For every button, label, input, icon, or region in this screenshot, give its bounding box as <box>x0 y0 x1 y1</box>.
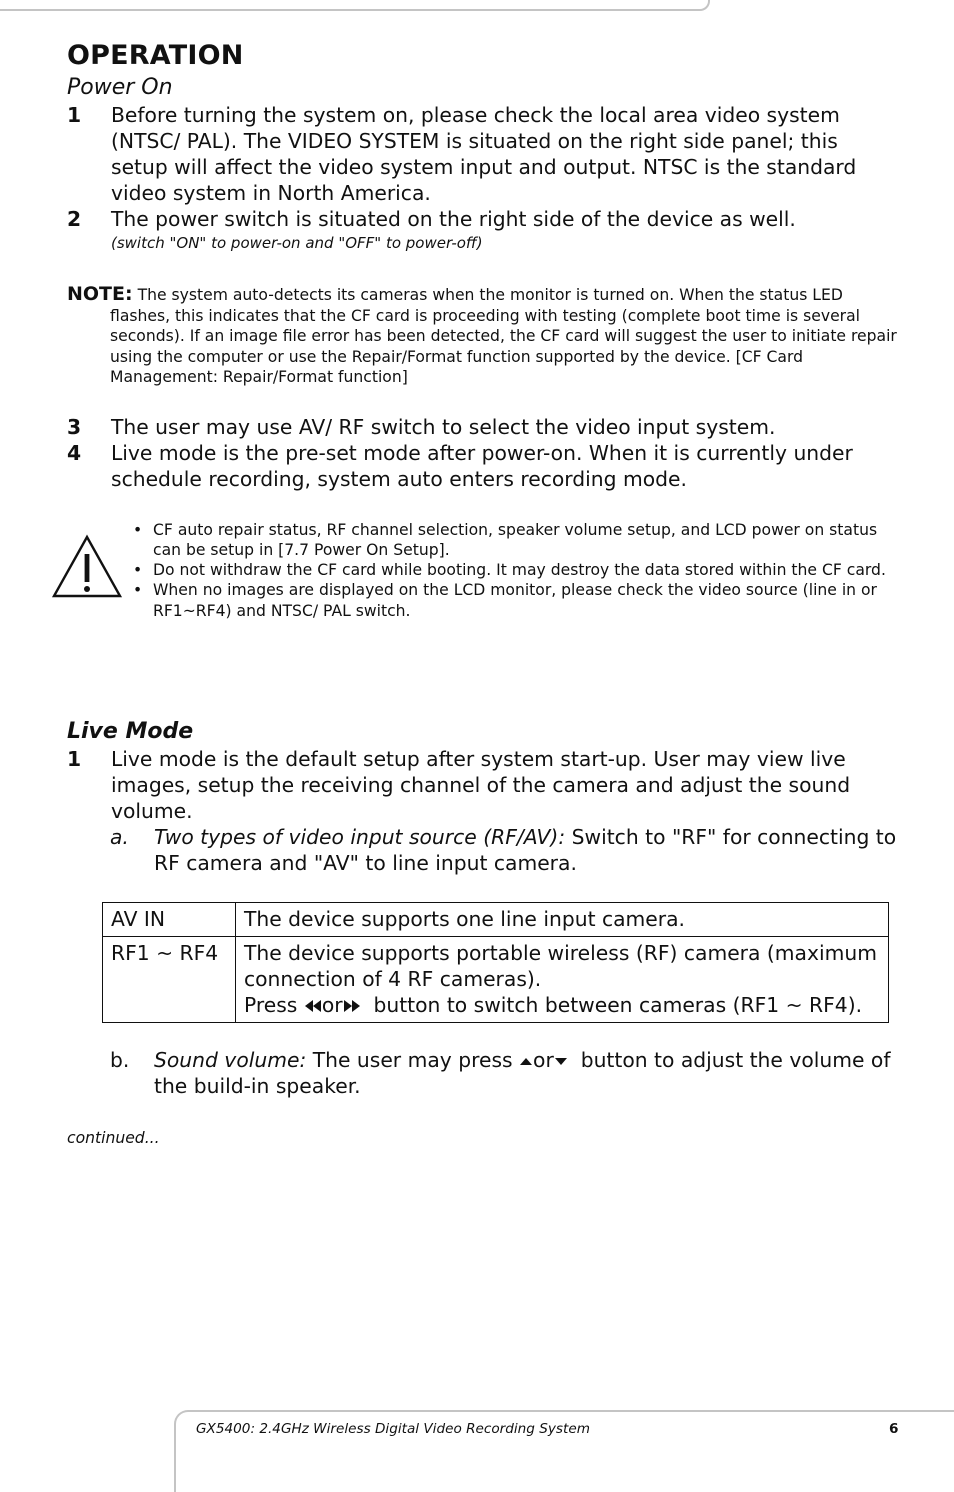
power-on-step-3 <box>67 414 897 440</box>
sub-label: Sound volume: <box>154 1047 307 1072</box>
sub-letter: a. <box>110 824 129 849</box>
caution-item: • When no images are displayed on the LCD monitor, please check the video source (line in or RF1~RF4) and NTSC/ PAL switch. <box>133 580 897 621</box>
page-content <box>67 38 897 1147</box>
sub-letter: b. <box>110 1047 130 1072</box>
note-label: NOTE: <box>67 283 133 305</box>
live-mode-sub-b <box>67 1047 897 1099</box>
rf-press-line <box>244 992 880 1018</box>
fast-forward-icon <box>343 1000 361 1012</box>
arrow-up-icon <box>519 1057 533 1066</box>
rf-description: The device supports portable wireless (RF) camera (maximum connection of 4 RF cameras). <box>244 940 877 991</box>
step-subnote: (switch "ON" to power-on and "OFF" to power-off) <box>111 234 483 252</box>
caution-list <box>133 520 897 621</box>
caution-item: • CF auto repair status, RF channel selection, speaker volume setup, and LCD power on status can be setup in [7.7 Power On Setup]. <box>133 520 897 561</box>
power-on-step-2 <box>67 206 897 254</box>
step-number: 1 <box>67 103 82 127</box>
step-text: Before turning the system on, please check the local area video system (NTSC/ PAL). The VIDEO SYSTEM is situated on the right side panel; this setup will affect the video system input and output. NTSC is the standard video system in North America. <box>111 103 857 205</box>
sub-pre-text: The user may press <box>306 1047 513 1072</box>
live-mode-sub-a <box>67 824 897 876</box>
table-cell-desc-rf <box>236 936 889 1022</box>
note-paragraph <box>67 284 897 388</box>
rewind-icon <box>304 1000 322 1012</box>
or-text: or <box>533 1047 554 1072</box>
step-text: The user may use AV/ RF switch to select the video input system. <box>111 414 776 439</box>
footer-title: GX5400: 2.4GHz Wireless Digital Video Recording System <box>196 1421 590 1437</box>
step-number: 4 <box>67 440 82 465</box>
table-cell-source: RF1 ~ RF4 <box>103 936 236 1022</box>
sub-label: Two types of video input source (RF/AV): <box>154 824 566 849</box>
table-row <box>103 902 889 936</box>
header-tab-border <box>0 0 710 11</box>
sub-post-text: button to adjust the volume of the build-in speaker. <box>154 1047 891 1098</box>
power-on-title: Power On <box>67 75 173 100</box>
caution-box <box>67 520 897 621</box>
power-on-step-1 <box>67 102 897 206</box>
live-mode-step-1 <box>67 746 897 824</box>
step-text: Live mode is the default setup after system start-up. User may view live images, setup the receiving channel of the camera and adjust the sound volume. <box>111 746 851 823</box>
caution-item: • Do not withdraw the CF card while booting. It may destroy the data stored within the CF card. <box>133 560 897 580</box>
power-on-step-4 <box>67 440 897 492</box>
or-text: or <box>321 992 343 1017</box>
table-cell-desc: The device supports one line input camera. <box>236 902 889 936</box>
input-source-table <box>102 902 889 1023</box>
steps-group <box>67 414 897 492</box>
page-heading: OPERATION <box>67 40 244 71</box>
page-number: 6 <box>889 1421 899 1437</box>
step-number: 3 <box>67 414 82 439</box>
table-row <box>103 936 889 1022</box>
step-text: Live mode is the pre-set mode after power-on. When it is currently under schedule recording, system auto enters recording mode. <box>111 440 853 491</box>
warning-icon <box>51 534 123 600</box>
step-number: 1 <box>67 746 82 771</box>
table-cell-source: AV IN <box>103 902 236 936</box>
press-text: Press <box>244 992 298 1017</box>
step-number: 2 <box>67 207 82 231</box>
note-text: The system auto-detects its cameras when the monitor is turned on. When the status LED flashes, this indicates that the CF card is proceeding with testing (complete boot time is several seconds). If an image file error has been detected, the CF card will suggest the user to initiate repair using the computer or use the Repair/Format function supported by the device. [CF Card Management: Repair/Format function] <box>110 286 897 386</box>
live-mode-title: Live Mode <box>67 718 194 744</box>
continued-text: continued... <box>67 1128 160 1147</box>
step-text: The power switch is situated on the right side of the device as well. <box>111 207 796 231</box>
press-post-text: button to switch between cameras (RF1 ~ RF4). <box>373 992 863 1017</box>
arrow-down-icon <box>554 1057 568 1066</box>
sub-text: Switch to "RF" for connecting to RF camera and "AV" to line input camera. <box>154 824 897 875</box>
